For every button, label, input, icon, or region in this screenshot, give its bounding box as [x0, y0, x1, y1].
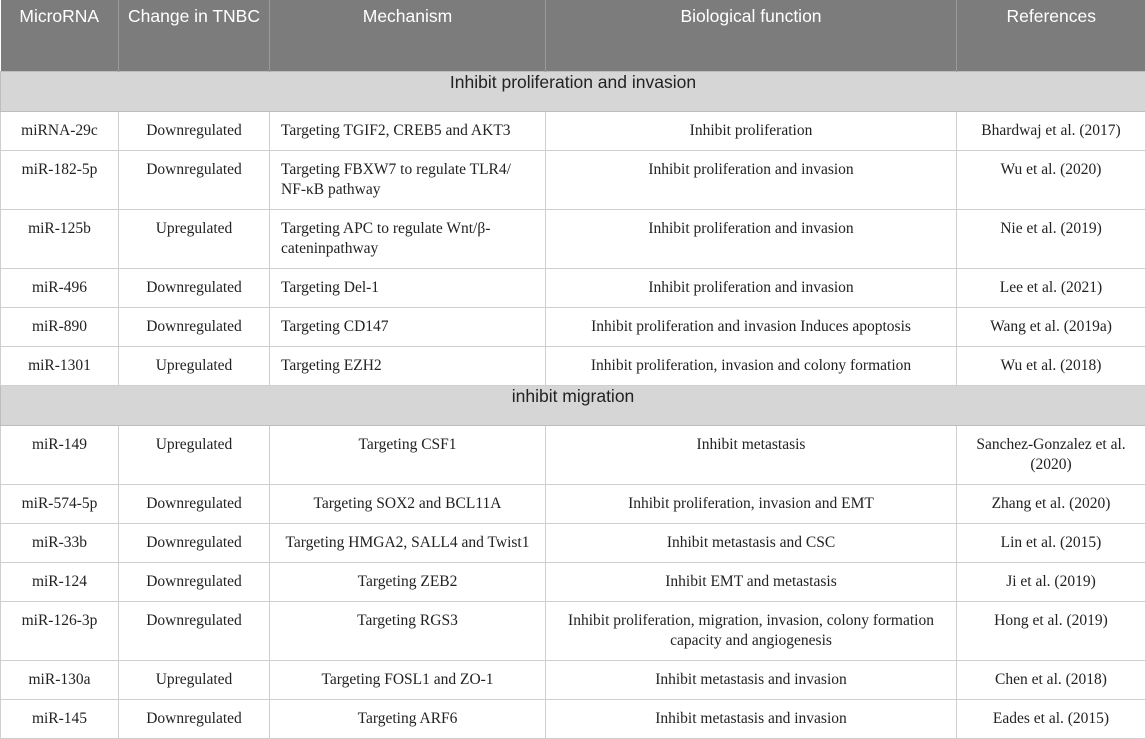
- mirna-cell: miR-125b: [1, 209, 119, 268]
- mirna-cell: miR-496: [1, 268, 119, 307]
- reference-cell: Wu et al. (2018): [957, 346, 1145, 385]
- mirna-cell: miR-890: [1, 307, 119, 346]
- mirna-cell: miR-145: [1, 699, 119, 738]
- header-row: [1, 0, 1145, 71]
- mechanism-cell: Targeting FBXW7 to regulate TLR4/ NF-κB pathway: [270, 150, 546, 209]
- table-row: [1, 346, 1145, 385]
- mechanism-cell: Targeting Del-1: [270, 268, 546, 307]
- function-cell: Inhibit metastasis and CSC: [546, 523, 957, 562]
- table-row: [1, 523, 1145, 562]
- mechanism-cell: Targeting TGIF2, CREB5 and AKT3: [270, 111, 546, 150]
- function-cell: Inhibit proliferation, invasion and EMT: [546, 484, 957, 523]
- mirna-cell: miR-182-5p: [1, 150, 119, 209]
- change-cell: Downregulated: [119, 601, 270, 660]
- mechanism-cell: Targeting APC to regulate Wnt/β-cateninpathway: [270, 209, 546, 268]
- reference-cell: Ji et al. (2019): [957, 562, 1145, 601]
- table-body: [1, 71, 1145, 738]
- mechanism-cell: Targeting RGS3: [270, 601, 546, 660]
- section-row: [1, 71, 1145, 111]
- table-row: [1, 111, 1145, 150]
- reference-cell: Wang et al. (2019a): [957, 307, 1145, 346]
- header-microrna: MicroRNA: [1, 0, 119, 71]
- change-cell: Downregulated: [119, 699, 270, 738]
- function-cell: Inhibit proliferation and invasion: [546, 268, 957, 307]
- reference-cell: Nie et al. (2019): [957, 209, 1145, 268]
- function-cell: Inhibit proliferation and invasion: [546, 150, 957, 209]
- change-cell: Downregulated: [119, 150, 270, 209]
- mechanism-cell: Targeting SOX2 and BCL11A: [270, 484, 546, 523]
- table-row: [1, 601, 1145, 660]
- function-cell: Inhibit EMT and metastasis: [546, 562, 957, 601]
- reference-cell: Lee et al. (2021): [957, 268, 1145, 307]
- mechanism-cell: Targeting CD147: [270, 307, 546, 346]
- header-mechanism: Mechanism: [270, 0, 546, 71]
- mechanism-cell: Targeting HMGA2, SALL4 and Twist1: [270, 523, 546, 562]
- mechanism-cell: Targeting ARF6: [270, 699, 546, 738]
- section-row: [1, 385, 1145, 425]
- mirna-cell: miR-124: [1, 562, 119, 601]
- function-cell: Inhibit metastasis and invasion: [546, 699, 957, 738]
- header-change: Change in TNBC: [119, 0, 270, 71]
- mirna-cell: miR-1301: [1, 346, 119, 385]
- header-references: References: [957, 0, 1145, 71]
- reference-cell: Eades et al. (2015): [957, 699, 1145, 738]
- function-cell: Inhibit metastasis: [546, 425, 957, 484]
- function-cell: Inhibit metastasis and invasion: [546, 660, 957, 699]
- change-cell: Downregulated: [119, 268, 270, 307]
- table-row: [1, 699, 1145, 738]
- reference-cell: Chen et al. (2018): [957, 660, 1145, 699]
- change-cell: Upregulated: [119, 346, 270, 385]
- reference-cell: Lin et al. (2015): [957, 523, 1145, 562]
- table-row: [1, 660, 1145, 699]
- reference-cell: Bhardwaj et al. (2017): [957, 111, 1145, 150]
- mirna-cell: miR-33b: [1, 523, 119, 562]
- mechanism-cell: Targeting CSF1: [270, 425, 546, 484]
- reference-cell: Sanchez-Gonzalez et al. (2020): [957, 425, 1145, 484]
- section-title: Inhibit proliferation and invasion: [1, 71, 1145, 111]
- change-cell: Downregulated: [119, 523, 270, 562]
- table-row: [1, 150, 1145, 209]
- table-row: [1, 484, 1145, 523]
- reference-cell: Hong et al. (2019): [957, 601, 1145, 660]
- mechanism-cell: Targeting EZH2: [270, 346, 546, 385]
- mechanism-cell: Targeting ZEB2: [270, 562, 546, 601]
- mirna-cell: miR-574-5p: [1, 484, 119, 523]
- change-cell: Upregulated: [119, 209, 270, 268]
- change-cell: Downregulated: [119, 307, 270, 346]
- change-cell: Downregulated: [119, 562, 270, 601]
- table-header: [1, 0, 1145, 71]
- change-cell: Downregulated: [119, 484, 270, 523]
- mirna-cell: miR-149: [1, 425, 119, 484]
- table-row: [1, 268, 1145, 307]
- change-cell: Downregulated: [119, 111, 270, 150]
- change-cell: Upregulated: [119, 660, 270, 699]
- mechanism-cell: Targeting FOSL1 and ZO-1: [270, 660, 546, 699]
- table-row: [1, 425, 1145, 484]
- function-cell: Inhibit proliferation: [546, 111, 957, 150]
- mirna-cell: miR-126-3p: [1, 601, 119, 660]
- function-cell: Inhibit proliferation and invasion Induces apoptosis: [546, 307, 957, 346]
- table-row: [1, 209, 1145, 268]
- function-cell: Inhibit proliferation, invasion and colony formation: [546, 346, 957, 385]
- table-row: [1, 307, 1145, 346]
- function-cell: Inhibit proliferation, migration, invasion, colony formation capacity and angiogenesis: [546, 601, 957, 660]
- change-cell: Upregulated: [119, 425, 270, 484]
- section-title: inhibit migration: [1, 385, 1145, 425]
- mirna-cell: miR-130a: [1, 660, 119, 699]
- reference-cell: Zhang et al. (2020): [957, 484, 1145, 523]
- function-cell: Inhibit proliferation and invasion: [546, 209, 957, 268]
- reference-cell: Wu et al. (2020): [957, 150, 1145, 209]
- header-function: Biological function: [546, 0, 957, 71]
- mirna-cell: miRNA-29c: [1, 111, 119, 150]
- table-row: [1, 562, 1145, 601]
